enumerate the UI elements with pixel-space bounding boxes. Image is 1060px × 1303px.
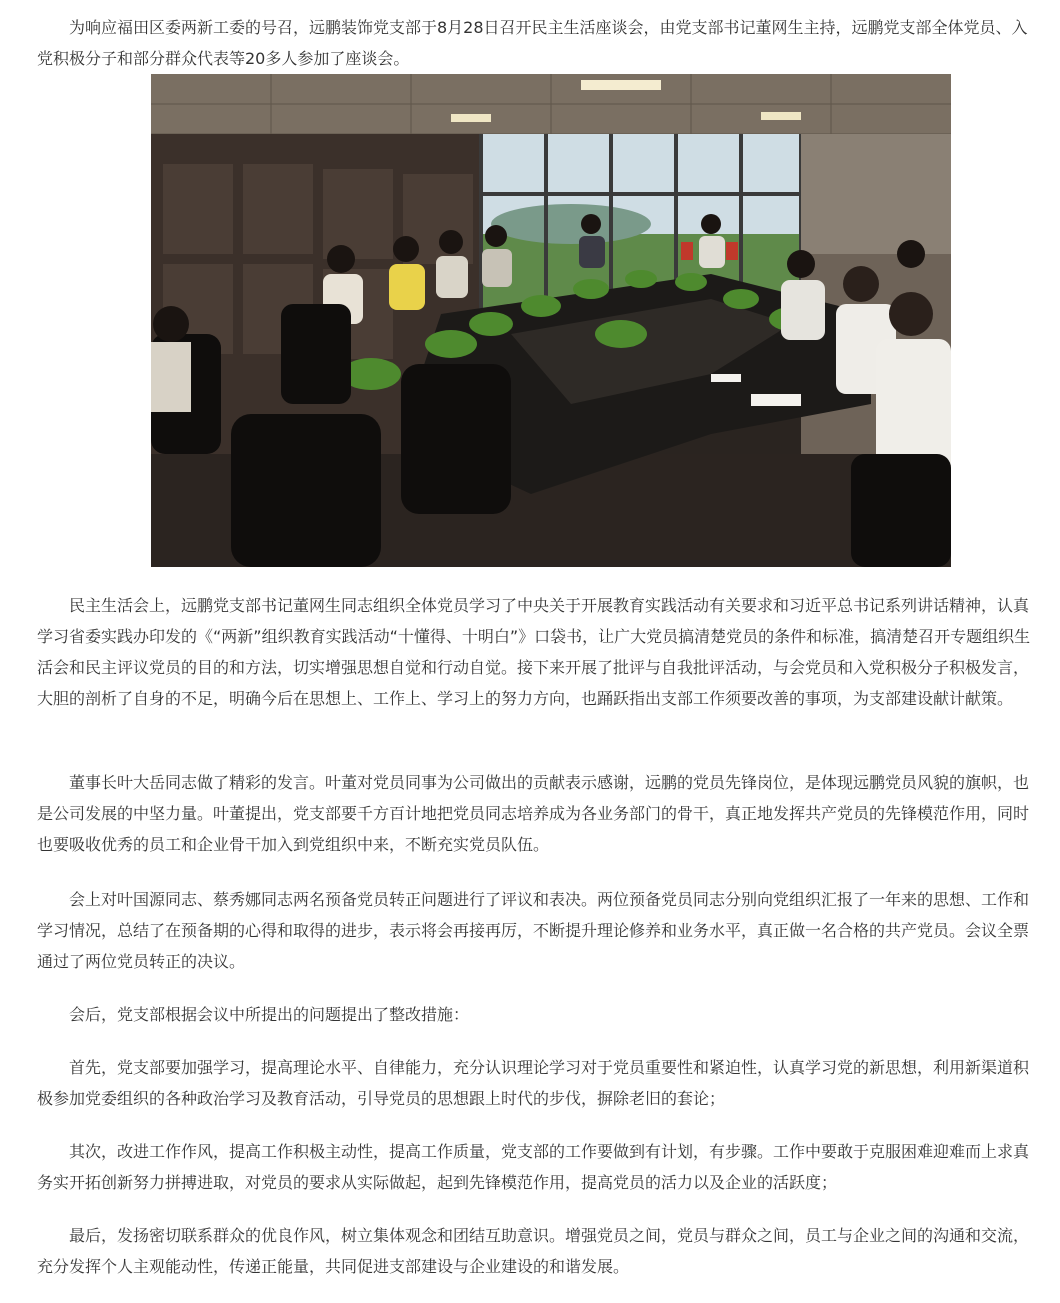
intro-paragraph: 为响应福田区委两新工委的号召，远鹏装饰党支部于8月28日召开民主生活座谈会，由党支部书记董网生主持，远鹏党支部全体党员、入党积极分子和部分群众代表等20多人参加了座谈会。 <box>37 18 1028 68</box>
body-paragraph: 会后，党支部根据会议中所提出的问题提出了整改措施： <box>69 1005 470 1024</box>
body-paragraph: 其次，改进工作作风，提高工作积极主动性，提高工作质量，党支部的工作要做到有计划，有步骤。工作中要敢于克服困难迎难而上求真务实开拓创新努力拼搏进取，对党员的要求从实际做起，起到先锋模范作用，提高党员的活力以及企业的活跃度； <box>37 1142 1030 1192</box>
body-paragraph: 首先，党支部要加强学习，提高理论水平、自律能力，充分认识理论学习对于党员重要性和紧迫性，认真学习党的新思想，利用新渠道积极参加党委组织的各种政治学习及教育活动，引导党员的思想跟上时代的步伐，摒除老旧的套论； <box>37 1058 1030 1108</box>
body-paragraph: 董事长叶大岳同志做了精彩的发言。叶董对党员同事为公司做出的贡献表示感谢，远鹏的党员先锋岗位，是体现远鹏党员风貌的旗帜，也是公司发展的中坚力量。叶董提出，党支部要千方百计地把党员同志培养成为各业务部门的骨干，真正地发挥共产党员的先锋模范作用，同时也要吸收优秀的员工和企业骨干加入到党组织中来，不断充实党员队伍。 <box>37 773 1030 854</box>
body-paragraph: 最后，发扬密切联系群众的优良作风，树立集体观念和团结互助意识。增强党员之间，党员与群众之间，员工与企业之间的沟通和交流，充分发挥个人主观能动性，传递正能量，共同促进支部建设与企业建设的和谐发展。 <box>37 1226 1030 1276</box>
body-paragraph: 会上对叶国源同志、蔡秀娜同志两名预备党员转正问题进行了评议和表决。两位预备党员同志分别向党组织汇报了一年来的思想、工作和学习情况，总结了在预备期的心得和取得的进步，表示将会再接再厉，不断提升理论修养和业务水平，真正做一名合格的共产党员。会议全票通过了两位党员转正的决议。 <box>37 890 1030 971</box>
meeting-photo <box>151 74 951 567</box>
body-paragraph: 民主生活会上，远鹏党支部书记董网生同志组织全体党员学习了中央关于开展教育实践活动有关要求和习近平总书记系列讲话精神，认真学习省委实践办印发的《“两新”组织教育实践活动“十懂得、十明白”》口袋书，让广大党员搞清楚党员的条件和标准，搞清楚召开专题组织生活会和民主评议党员的目的和方法，切实增强思想自觉和行动自觉。接下来开展了批评与自我批评活动，与会党员和入党积极分子积极发言，大胆的剖析了自身的不足，明确今后在思想上、工作上、学习上的努力方向，也踊跃指出支部工作须要改善的事项，为支部建设献计献策。 <box>37 596 1031 708</box>
